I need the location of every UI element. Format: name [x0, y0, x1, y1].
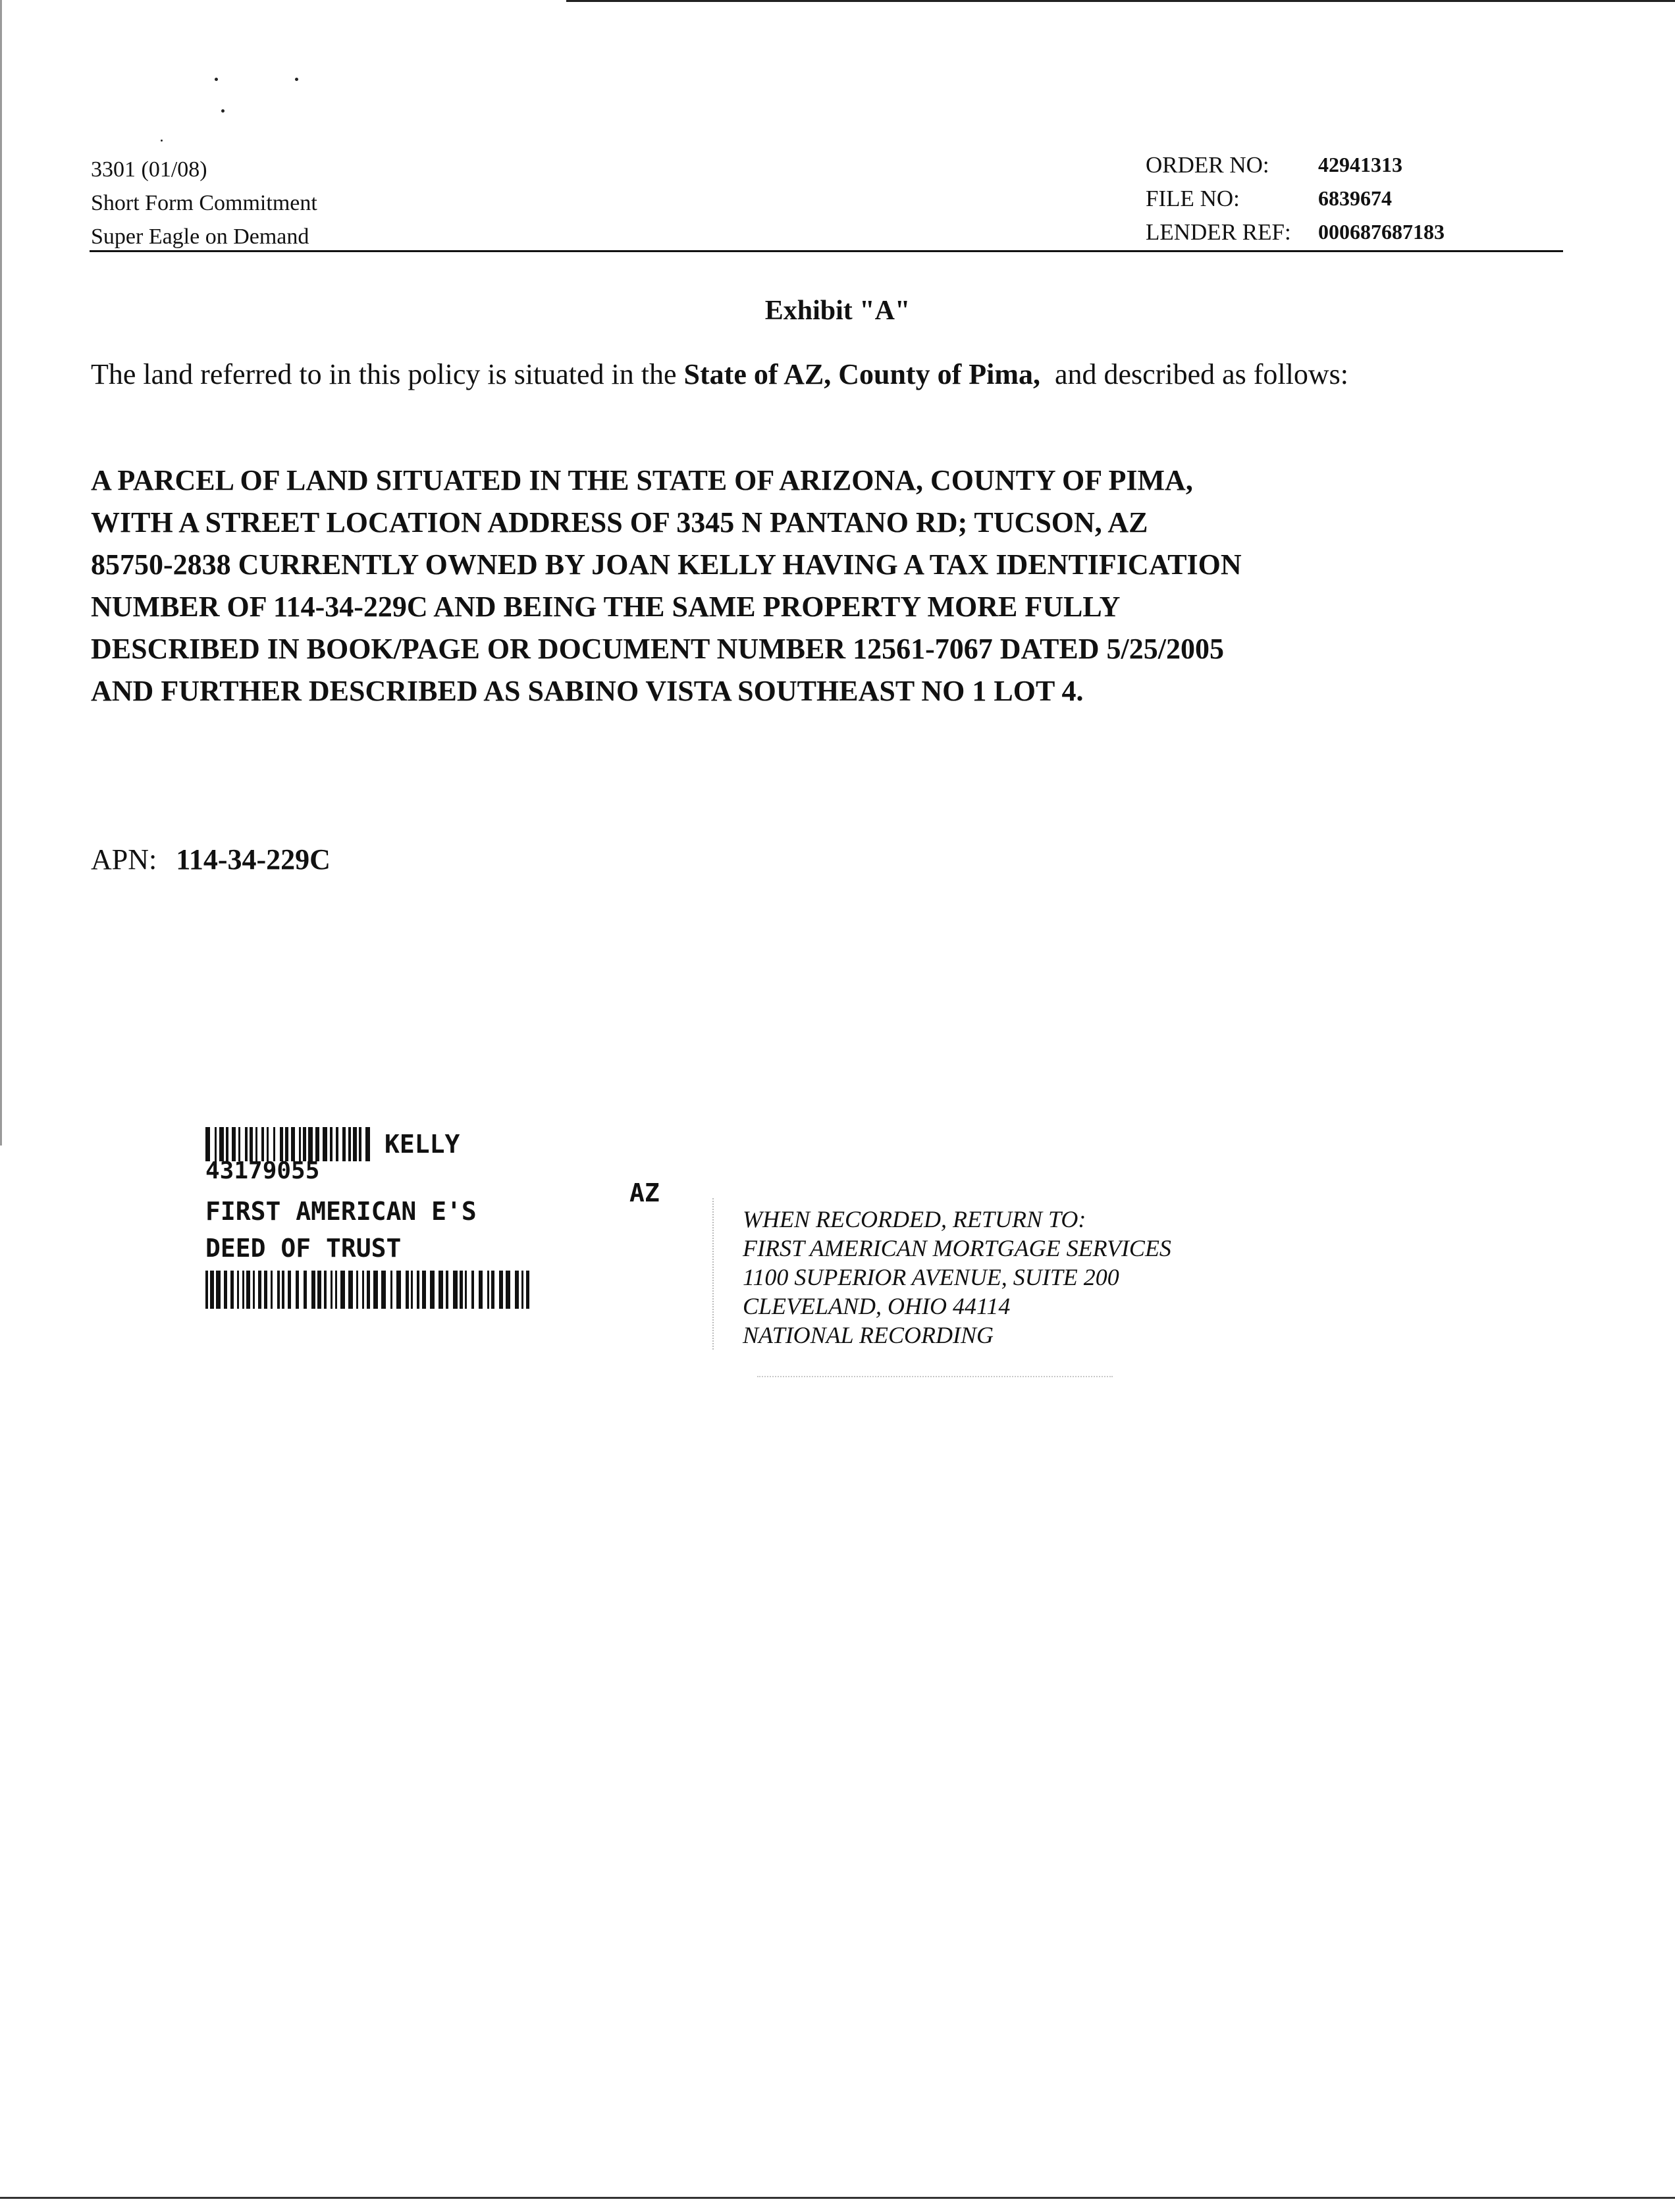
barcode-bar	[491, 1271, 494, 1309]
label-number: 43179055	[205, 1157, 320, 1184]
barcode-bar	[232, 1127, 236, 1161]
legal-line: DESCRIBED IN BOOK/PAGE OR DOCUMENT NUMBER 12561-7067 DATED 5/25/2005	[91, 633, 1225, 665]
lender-ref-value: 000687687183	[1318, 220, 1445, 244]
barcode-bar	[453, 1271, 458, 1309]
barcode-bar	[411, 1271, 413, 1309]
barcode-bar	[303, 1127, 306, 1161]
legal-line: NUMBER OF 114-34-229C AND BEING THE SAME PROPERTY MORE FULLY	[91, 591, 1121, 623]
barcode-bar	[515, 1271, 519, 1309]
barcode-bar	[242, 1271, 244, 1309]
barcode-bar	[526, 1271, 529, 1309]
barcode-bar	[336, 1127, 338, 1161]
intro-paragraph	[91, 354, 1563, 395]
barcode-bar	[367, 1271, 370, 1309]
barcode-bar	[308, 1127, 313, 1161]
barcode-bar	[487, 1271, 489, 1309]
file-number-value: 6839674	[1318, 186, 1392, 210]
barcode-bar	[365, 1127, 370, 1161]
label-document-type: DEED OF TRUST	[205, 1234, 402, 1263]
scan-speck	[215, 78, 218, 81]
barcode-bar	[261, 1127, 264, 1161]
barcode-bar	[288, 1271, 291, 1309]
barcode-bar	[304, 1271, 307, 1309]
barcode-bar	[471, 1271, 474, 1309]
barcode-bar	[205, 1271, 208, 1309]
apn-line	[91, 843, 331, 876]
legal-description	[91, 460, 1605, 712]
barcode-bar	[224, 1271, 227, 1309]
barcode-bar	[271, 1271, 273, 1309]
barcode-bar	[273, 1127, 275, 1161]
barcode-bar	[282, 1271, 284, 1309]
label-state: AZ	[629, 1178, 660, 1207]
barcode-bar	[390, 1271, 392, 1309]
legal-line: WITH A STREET LOCATION ADDRESS OF 3345 N PANTANO RD; TUCSON, AZ	[91, 506, 1148, 539]
barcode-bar	[264, 1271, 267, 1309]
barcode-bar	[340, 1271, 345, 1309]
barcode-bar	[315, 1127, 319, 1161]
barcode-bar	[250, 1127, 253, 1161]
return-address-line: WHEN RECORDED, RETURN TO:	[743, 1206, 1086, 1232]
scan-speck	[161, 140, 163, 142]
intro-text-after: and described as follows:	[1054, 358, 1348, 390]
barcode-bottom	[205, 1271, 533, 1309]
barcode-bar	[396, 1271, 401, 1309]
barcode-bar	[359, 1127, 361, 1161]
barcode-bar	[439, 1271, 443, 1309]
barcode-bar	[499, 1271, 503, 1309]
barcode-bar	[311, 1271, 315, 1309]
barcode-bar	[246, 1271, 250, 1309]
barcode-bar	[255, 1127, 257, 1161]
barcode-bar	[430, 1271, 435, 1309]
label-company: FIRST AMERICAN E'S	[205, 1197, 477, 1226]
barcode-bar	[299, 1127, 301, 1161]
order-number-row	[1146, 148, 1445, 182]
barcode-bar	[237, 1271, 239, 1309]
barcode-bar	[465, 1271, 467, 1309]
scan-speck	[295, 78, 298, 81]
barcode-bar	[219, 1127, 224, 1161]
barcode-bar	[373, 1271, 378, 1309]
scan-bottom-edge	[0, 2197, 1675, 2199]
barcode-bar	[342, 1127, 346, 1161]
barcode-bar	[422, 1271, 426, 1309]
legal-line: 85750-2838 CURRENTLY OWNED BY JOAN KELLY HAVING A TAX IDENTIFICATION	[91, 548, 1242, 581]
barcode-bar	[291, 1127, 295, 1161]
barcode-bar	[348, 1127, 351, 1161]
return-address-line: 1100 SUPERIOR AVENUE, SUITE 200	[743, 1264, 1119, 1290]
barcode-bar	[226, 1127, 228, 1161]
barcode-bar	[258, 1271, 261, 1309]
file-number-label: FILE NO:	[1146, 186, 1240, 211]
barcode-top	[205, 1127, 375, 1161]
reference-numbers	[1146, 148, 1445, 249]
scan-left-edge	[0, 0, 2, 1146]
barcode-bar	[277, 1271, 280, 1309]
intro-state-county: State of AZ, County of Pima,	[683, 358, 1040, 390]
form-type: Short Form Commitment	[91, 191, 317, 215]
barcode-bar	[362, 1271, 364, 1309]
apn-value: 114-34-229C	[176, 843, 331, 876]
barcode-bar	[506, 1271, 510, 1309]
barcode-bar	[205, 1127, 210, 1161]
lender-ref-label: LENDER REF:	[1146, 219, 1291, 245]
form-number: 3301 (01/08)	[91, 157, 207, 182]
header-divider	[90, 250, 1563, 252]
barcode-bar	[406, 1271, 409, 1309]
barcode-bar	[331, 1271, 332, 1309]
barcode-bar	[460, 1271, 463, 1309]
barcode-bar	[335, 1271, 337, 1309]
barcode-bar	[324, 1271, 327, 1309]
return-address	[743, 1205, 1171, 1350]
return-address-line: NATIONAL RECORDING	[743, 1322, 994, 1348]
barcode-bar	[353, 1127, 357, 1161]
legal-line: AND FURTHER DESCRIBED AS SABINO VISTA SOUTHEAST NO 1 LOT 4.	[91, 675, 1084, 707]
barcode-bar	[521, 1271, 523, 1309]
barcode-bar	[348, 1271, 353, 1309]
lender-ref-row	[1146, 215, 1445, 249]
barcode-bar	[479, 1271, 483, 1309]
order-number-value: 42941313	[1318, 153, 1402, 176]
form-info	[91, 153, 317, 253]
scan-speck	[221, 109, 225, 113]
return-address-line: CLEVELAND, OHIO 44114	[743, 1293, 1011, 1319]
barcode-bar	[245, 1127, 248, 1161]
barcode-bar	[417, 1271, 419, 1309]
return-address-line: FIRST AMERICAN MORTGAGE SERVICES	[743, 1235, 1171, 1261]
barcode-bar	[216, 1271, 221, 1309]
barcode-bar	[323, 1127, 327, 1161]
barcode-bar	[317, 1271, 321, 1309]
label-name: KELLY	[385, 1130, 460, 1159]
barcode-bar	[267, 1127, 269, 1161]
barcode-bar	[230, 1271, 234, 1309]
barcode-bar	[253, 1271, 255, 1309]
barcode-bar	[210, 1271, 214, 1309]
apn-label: APN:	[91, 843, 157, 876]
legal-line: A PARCEL OF LAND SITUATED IN THE STATE OF ARIZONA, COUNTY OF PIMA,	[91, 464, 1193, 496]
barcode-bar	[330, 1127, 332, 1161]
barcode-bar	[285, 1127, 288, 1161]
barcode-bar	[381, 1271, 386, 1309]
barcode-bar	[296, 1271, 299, 1309]
scan-top-edge	[566, 0, 1675, 2]
intro-text-before: The land referred to in this policy is situated in the	[91, 358, 677, 390]
product-name: Super Eagle on Demand	[91, 224, 309, 249]
exhibit-title: Exhibit "A"	[764, 296, 911, 326]
barcode-bar	[356, 1271, 358, 1309]
barcode-bar	[280, 1127, 283, 1161]
barcode-bar	[238, 1127, 240, 1161]
barcode-bar	[446, 1271, 448, 1309]
return-address-underline	[757, 1376, 1113, 1377]
return-address-margin	[712, 1198, 715, 1350]
barcode-bar	[215, 1127, 217, 1161]
file-number-row	[1146, 182, 1445, 215]
order-number-label: ORDER NO:	[1146, 152, 1269, 178]
